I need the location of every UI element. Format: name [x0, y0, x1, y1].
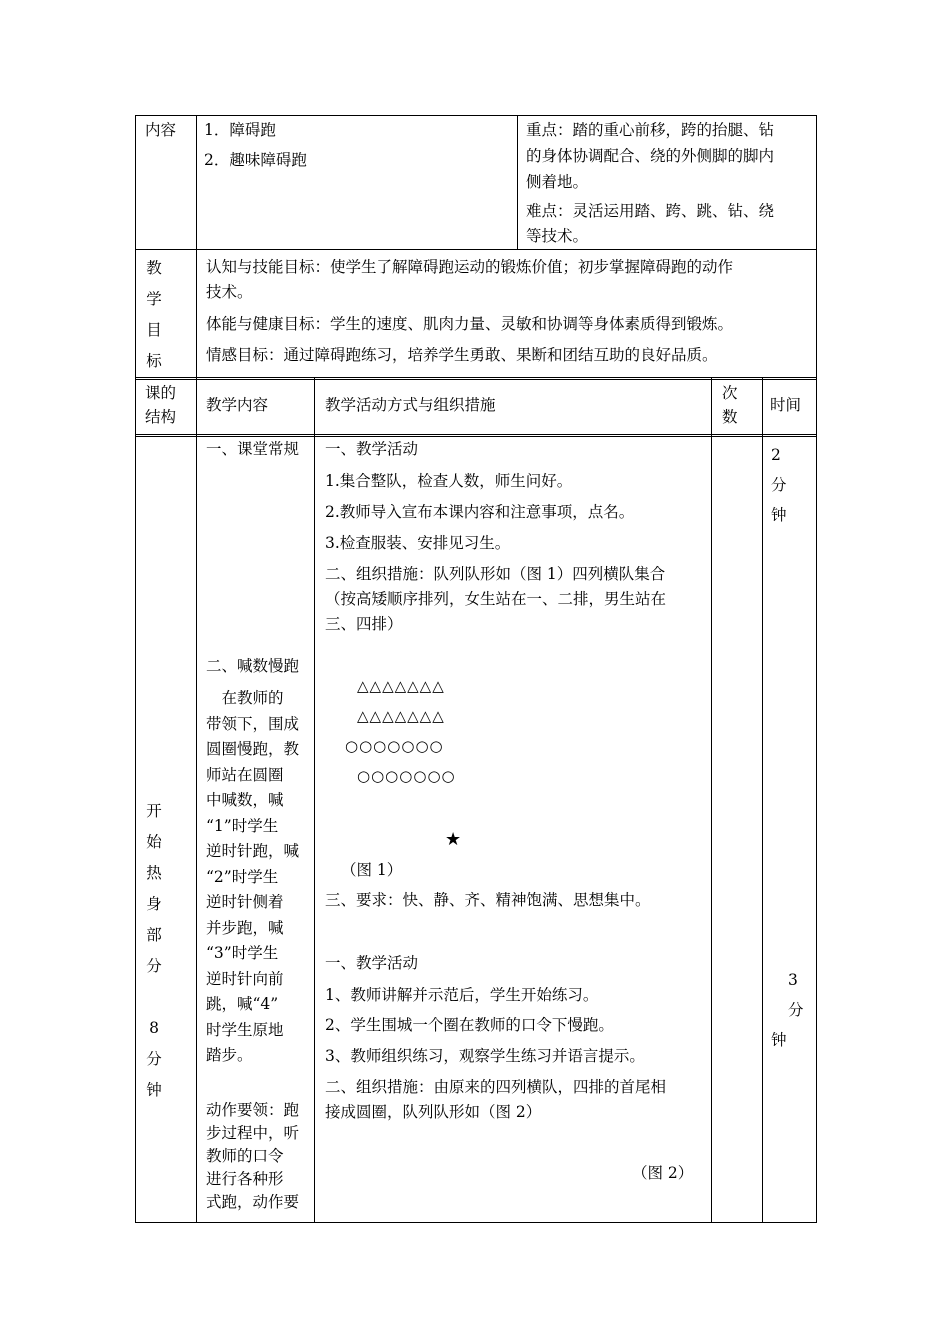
content-item: 1．障碍跑 — [204, 121, 276, 139]
activity-line: 2、学生围城一个圈在教师的口令下慢跑。 — [325, 1016, 614, 1034]
col-divider — [196, 115, 197, 1223]
activity-line: 三、四排） — [325, 615, 403, 633]
row-divider — [135, 379, 817, 380]
header-content: 教学内容 — [206, 396, 269, 414]
objective-line: 情感目标：通过障碍跑练习，培养学生勇敢、果断和团结互助的良好品质。 — [206, 346, 718, 364]
formation-row-triangles: △△△△△△△ — [357, 677, 445, 695]
content-part3-text — [206, 1099, 299, 1214]
fig1-caption: （图 1） — [341, 861, 403, 879]
objective-line: 认知与技能目标：使学生了解障碍跑运动的锻炼价值；初步掌握障碍跑的动作 — [206, 258, 734, 276]
text-line: 时学生原地 — [206, 1020, 284, 1039]
label-char: 学 — [146, 290, 162, 308]
label-char: 标 — [146, 352, 162, 370]
text-line: 圆圈慢跑，教 — [206, 740, 300, 758]
activity-line: 1.集合整队，检查人数，师生问好。 — [325, 472, 573, 490]
activity-line: 接成圆圈，队列队形如（图 2） — [325, 1103, 542, 1121]
content-part2-title: 二、喊数慢跑 — [206, 657, 300, 675]
text-line: 带领下，围成 — [206, 714, 300, 733]
section-char: 开 — [146, 802, 162, 820]
text-line: 跳，喊“4” — [206, 995, 279, 1013]
activity-line: 一、教学活动 — [325, 440, 419, 458]
text-line: 踏步。 — [206, 1046, 253, 1064]
activity-line: 1、教师讲解并示范后，学生开始练习。 — [325, 986, 599, 1004]
text-line: 中喊数，喊 — [206, 791, 284, 809]
key-points-line: 的身体协调配合、绕的外侧脚的脚内 — [526, 147, 775, 165]
fig2-caption: （图 2） — [632, 1164, 694, 1182]
header-count: 数 — [722, 408, 738, 426]
content-part1-title: 一、课堂常规 — [206, 440, 300, 458]
col-divider — [711, 378, 712, 1223]
time-char: 2 — [771, 446, 781, 464]
section-duration — [142, 1013, 166, 1106]
row-divider — [135, 249, 817, 250]
activity-line: 3.检查服装、安排见习生。 — [325, 534, 511, 552]
time-char: 钟 — [771, 1031, 787, 1049]
label-char: 教 — [146, 259, 162, 277]
duration-char: 分 — [146, 1050, 162, 1068]
activity-line: 二、组织措施：队列队形如（图 1）四列横队集合 — [325, 565, 666, 583]
formation-row-circles: ○○○○○○○ — [345, 737, 444, 755]
text-line: 逆时针向前 — [206, 969, 284, 988]
label-char: 目 — [146, 321, 162, 339]
text-line: 动作要领：跑 — [206, 1101, 300, 1119]
text-line: “2”时学生 — [206, 867, 279, 886]
text-line: 逆时针侧着 — [206, 893, 284, 911]
col-divider — [517, 115, 518, 250]
time-2 — [771, 965, 804, 1055]
duration-char: 钟 — [146, 1081, 162, 1099]
text-line: 教师的口令 — [206, 1147, 284, 1165]
activity-line: （按高矮顺序排列，女生站在一、二排，男生站在 — [325, 590, 667, 608]
duration-char: 8 — [149, 1019, 159, 1037]
row-divider — [135, 436, 817, 437]
objective-line: 技术。 — [206, 283, 253, 301]
key-points-line: 侧着地。 — [526, 173, 589, 191]
table-border-right — [816, 115, 817, 1223]
row-divider — [135, 377, 817, 378]
section-char: 身 — [146, 895, 162, 913]
table-border-bottom — [135, 1222, 817, 1223]
activity-line: 一、教学活动 — [325, 954, 419, 972]
header-structure: 课的 — [145, 384, 177, 402]
objectives-label — [142, 253, 166, 377]
table-border-left — [135, 115, 136, 1223]
header-time: 时间 — [770, 396, 802, 414]
table-border-top — [135, 115, 817, 116]
time-char: 分 — [771, 476, 787, 494]
activity-line: 2.教师导入宣布本课内容和注意事项，点名。 — [325, 503, 635, 521]
section-char: 分 — [146, 957, 162, 975]
difficulty-line: 等技术。 — [526, 227, 589, 245]
text-line: 并步跑，喊 — [206, 918, 284, 937]
content-part2-text — [206, 686, 299, 1069]
formation-row-triangles: △△△△△△△ — [357, 707, 445, 725]
time-1 — [771, 440, 787, 530]
header-count: 次 — [722, 384, 738, 402]
activity-line: 二、组织措施：由原来的四列横队，四排的首尾相 — [325, 1078, 667, 1096]
teacher-star-icon: ★ — [445, 829, 462, 850]
time-char: 钟 — [771, 506, 787, 524]
content-label: 内容 — [145, 121, 177, 139]
key-points-line: 重点：踏的重心前移，跨的抬腿、钻 — [526, 121, 775, 139]
difficulty-line: 难点：灵活运用踏、跨、跳、钻、绕 — [526, 202, 775, 220]
time-char: 分 — [788, 1001, 804, 1019]
section-char: 部 — [146, 926, 162, 944]
activity-line: 3、教师组织练习，观察学生练习并语言提示。 — [325, 1047, 645, 1065]
row-divider — [135, 434, 817, 435]
objective-line: 体能与健康目标：学生的速度、肌肉力量、灵敏和协调等身体素质得到锻炼。 — [206, 315, 734, 333]
text-line: 式跑，动作要 — [206, 1193, 300, 1211]
time-char: 3 — [788, 971, 798, 989]
requirement-line: 三、要求：快、静、齐、精神饱满、思想集中。 — [325, 891, 651, 909]
section-name — [142, 796, 166, 982]
section-char: 热 — [146, 864, 162, 882]
text-line: “3”时学生 — [206, 944, 279, 962]
col-divider — [762, 378, 763, 1223]
formation-row-circles: ○○○○○○○ — [357, 767, 456, 785]
text-line: 师站在圆圈 — [206, 765, 284, 784]
text-line: 在教师的 — [206, 689, 284, 707]
content-item: 2．趣味障碍跑 — [204, 151, 307, 169]
text-line: 逆时针跑，喊 — [206, 842, 300, 860]
header-structure: 结构 — [145, 408, 177, 426]
text-line: 步过程中，听 — [206, 1124, 300, 1142]
header-activity: 教学活动方式与组织措施 — [325, 396, 496, 414]
col-divider — [314, 378, 315, 1223]
text-line: “1”时学生 — [206, 816, 279, 835]
section-char: 始 — [146, 833, 162, 851]
text-line: 进行各种形 — [206, 1170, 284, 1188]
